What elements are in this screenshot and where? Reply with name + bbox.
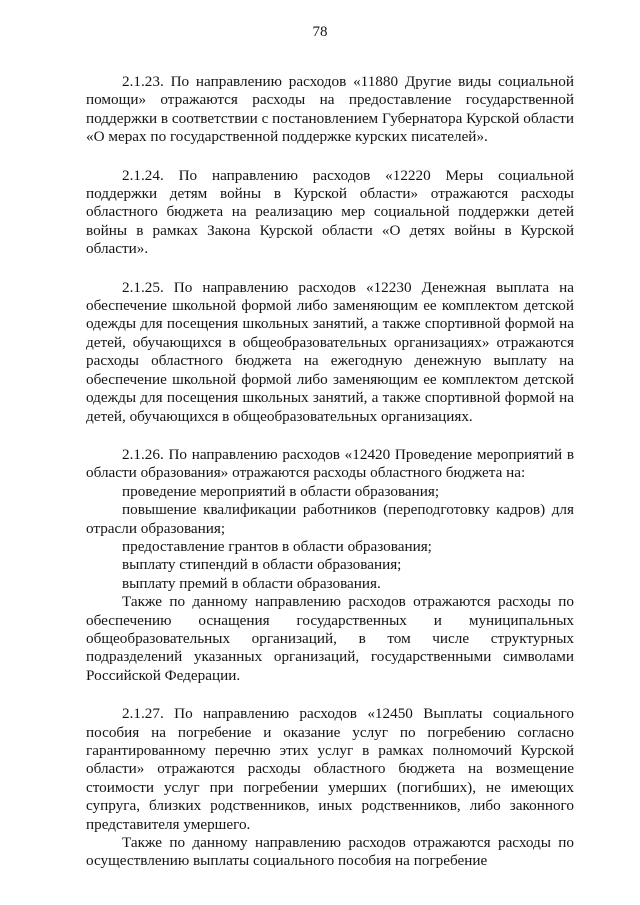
paragraph-2-1-27: 2.1.27. По направлению расходов «12450 Выплаты социального пособия на погребение и оказание услуг по погребению согласно гарантированному перечню этих услуг в рамках полномочий Курской области» отражаются расходы областного бюджета на возмещение стоимости услуг при погребении умерших (погибших), не имеющих супруга, близких родственников, иных родственников, либо законного представителя умершего.: [86, 705, 574, 833]
list-item: выплату стипендий в области образования;: [122, 556, 402, 574]
list-item: выплату премий в области образования.: [122, 574, 381, 592]
list-item: проведение мероприятий в области образования;: [122, 482, 440, 500]
paragraph-2-1-25: 2.1.25. По направлению расходов «12230 Денежная выплата на обеспечение школьной формой либо заменяющим ее комплектом детской одежды для посещения школьных занятий, а также спортивной формой на детей, обучающихся в общеобразовательных организациях» отражаются расходы областного бюджета на ежегодную денежную выплату на обеспечение школьной формой либо заменяющим ее комплектом детской одежды для посещения школьных занятий, а также спортивной формой на детей, обучающихся в общеобразовательных организациях.: [86, 278, 574, 425]
expense-list: [86, 483, 574, 593]
list-item: повышение квалификации работников (переподготовку кадров) для отрасли образования;: [86, 501, 574, 537]
paragraph-additional-expenses: Также по данному направлению расходов отражаются расходы по обеспечению оснащения государственных и муниципальных общеобразовательных организаций, в том числе структурных подразделений указанных организаций, государственными символами Российской Федерации.: [86, 593, 574, 684]
list-item: предоставление грантов в области образования;: [122, 537, 432, 555]
document-body: [86, 73, 574, 871]
paragraph-2-1-26: 2.1.26. По направлению расходов «12420 Проведение мероприятий в области образования» отражаются расходы областного бюджета на:: [86, 445, 574, 482]
page-number: 78: [312, 24, 328, 40]
paragraph-burial-allowance: Также по данному направлению расходов отражаются расходы по осуществлению выплаты социального пособия на погребение: [86, 834, 574, 870]
paragraph-2-1-24: 2.1.24. По направлению расходов «12220 Меры социальной поддержки детям войны в Курской области» отражаются расходы областного бюджета на реализацию мер социальной поддержки детей войны в рамках Закона Курской области «О детях войны в Курской области».: [86, 166, 574, 258]
paragraph-2-1-23: 2.1.23. По направлению расходов «11880 Другие виды социальной помощи» отражаются расходы на предоставление государственной поддержки в соответствии с постановлением Губернатора Курской области «О мерах по государственной поддержке курских писателей».: [86, 73, 574, 146]
